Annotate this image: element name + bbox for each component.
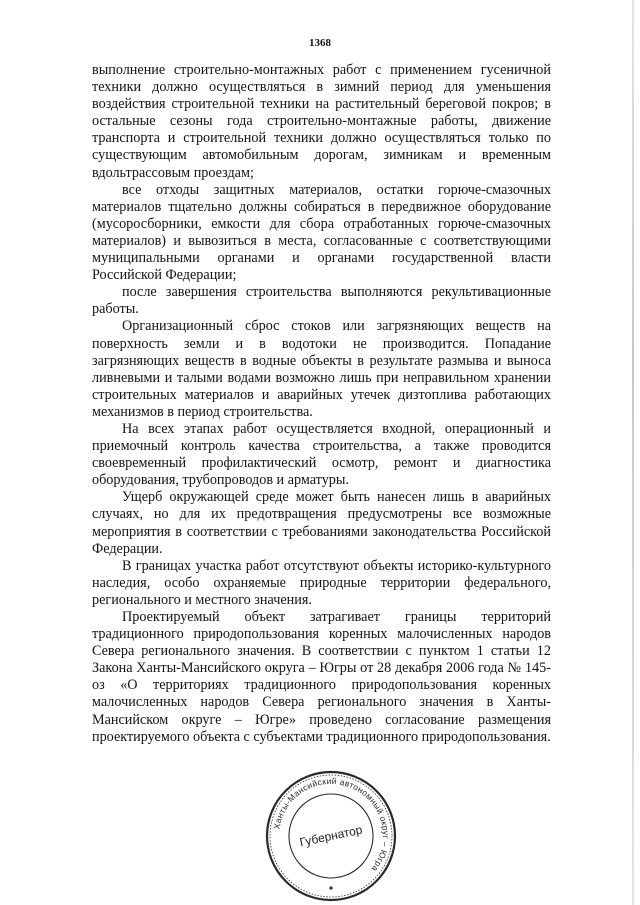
page-number: 1368 bbox=[309, 37, 331, 49]
paragraph: после завершения строительства выполняются рекультивационные работы. bbox=[92, 284, 551, 318]
document-body bbox=[92, 62, 551, 746]
paragraph: Ущерб окружающей среде может быть нанесен лишь в аварийных случаях, но для их предотвращения предусмотрены все возможные мероприятия в соответствии с требованиями законодательства Российской Федерации. bbox=[92, 489, 551, 557]
stamp-ring-text: Ханты-Мансийский автономный округ – Югра bbox=[271, 775, 392, 874]
paragraph: все отходы защитных материалов, остатки горюче-смазочных материалов тщательно должны собираться в передвижное оборудование (мусоросборники, емкости для сбора отработанных горюче-смазочных материалов) и вывозиться в места, согласованные с соответствующими муниципальными органами и органами государственной власти Российской Федерации; bbox=[92, 181, 551, 284]
stamp-center-text: Губернатор bbox=[298, 822, 364, 850]
governor-stamp-seal bbox=[263, 768, 399, 904]
paragraph: выполнение строительно-монтажных работ с применением гусеничной техники должно осуществляться в зимний период для уменьшения воздействия строительной техники на растительный береговой покров; в остальные сезоны года строительно-монтажные работы, движение транспорта и строительной техники должно осуществляться только по существующим автомобильным дорогам, зимникам и временным вдольтрассовым проездам; bbox=[92, 62, 551, 181]
paragraph: Проектируемый объект затрагивает границы территорий традиционного природопользования коренных малочисленных народов Севера регионального значения. В соответствии с пунктом 1 статьи 12 Закона Ханты-Мансийского округа – Югры от 28 декабря 2006 года № 145-оз «О территориях традиционного природопользования коренных малочисленных народов Севера регионального значения в Ханты-Мансийском округе – Югре» проведено согласование размещения проектируемого объекта с субъектами традиционного природопользования. bbox=[92, 609, 551, 745]
paragraph: Организационный сброс стоков или загрязняющих веществ на поверхность земли и в водотоки не производится. Попадание загрязняющих веществ в водные объекты в результате размыва и выноса ливневыми и талыми водами возможно лишь при неправильном хранении строительных материалов и аварийных утечек дизтоплива работающих механизмов в период строительства. bbox=[92, 318, 551, 420]
paragraph: В границах участка работ отсутствуют объекты историко-культурного наследия, особо охраняемые природные территории федерального, регионального и местного значения. bbox=[92, 557, 551, 608]
svg-text:Ханты-Мансийский автономный ок bbox=[271, 776, 391, 874]
stamp-bottom-dot bbox=[329, 886, 332, 889]
scan-edge bbox=[632, 0, 634, 905]
paragraph: На всех этапах работ осуществляется входной, операционный и приемочный контроль качества строительства, а также проводится своевременный профилактический осмотр, ремонт и диагностика оборудования, трубопроводов и арматуры. bbox=[92, 420, 551, 489]
